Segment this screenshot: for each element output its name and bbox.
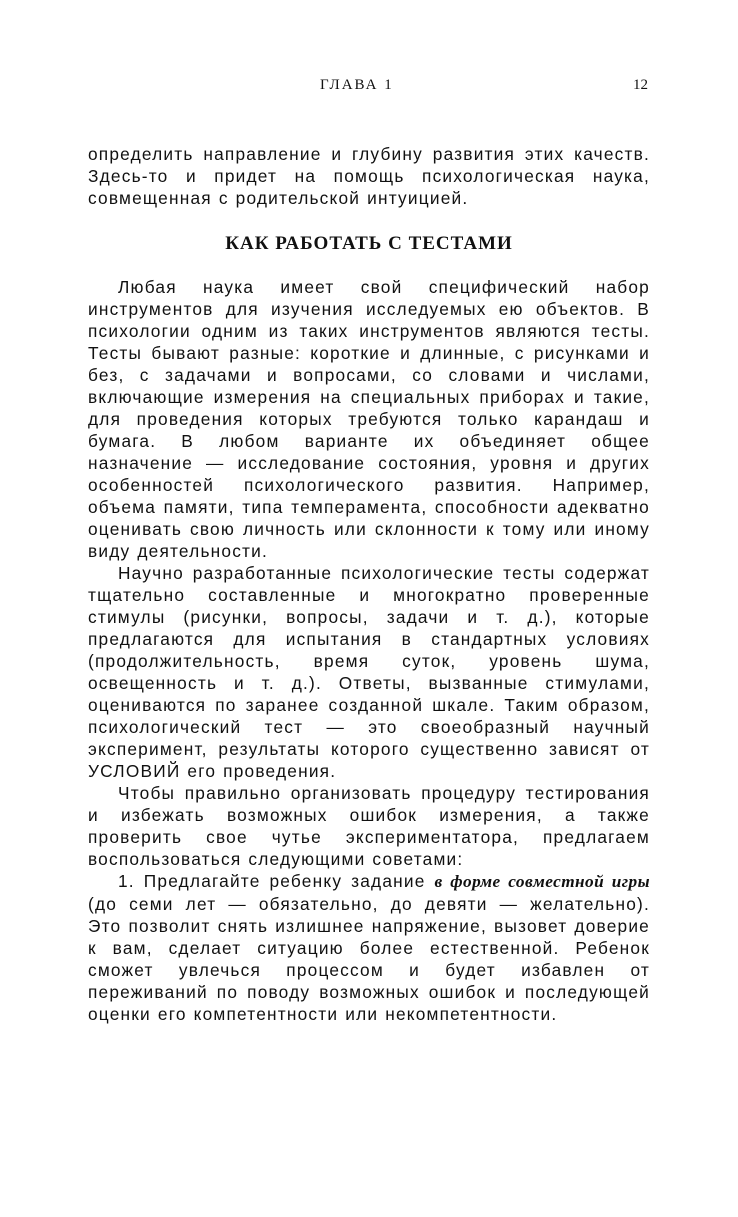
paragraph-tests-overview: Любая наука имеет свой специфический набор инструментов для изучения исследуемых ею объектов. В психологии одним из таких инструментов являются тесты. Тесты бывают разные: короткие и длинные, с рисунками и без, с задачами и вопросами, со словами и числами, включающие измерения на специальных приборах и такие, для проведения которых требуются только карандаш и бумага. В любом варианте их объединяет общее назначение — исследование состояния, уровня и других особенностей психологического развития. Например, объема памяти, типа темперамента, способности адекватно оценивать свою личность или склонности к тому или иному виду деятельности.: [88, 277, 650, 561]
tip-1-emphasis: в форме совместной игры: [434, 872, 650, 891]
section-body: [88, 276, 650, 1025]
tip-1-rest: (до семи лет — обязательно, до девяти — желательно). Это позволит снять излишнее напряжение, вызовет доверие к вам, сделает ситуацию более естественной. Ребенок сможет увлечься процессом и будет избавлен от переживаний по поводу возможных ошибок и последующей оценки его компетентности или некомпетентности.: [88, 894, 650, 1024]
running-head: ГЛАВА 1: [320, 77, 394, 93]
intro-paragraph: определить направление и глубину развития этих качеств. Здесь-то и придет на помощь психологическая наука, совмещенная с родительской интуицией.: [88, 144, 650, 208]
paragraph-tip-1: [88, 870, 650, 1025]
intro-text-block: [88, 143, 650, 209]
tip-1-lead: 1. Предлагайте ребенку задание: [118, 871, 435, 891]
page-number: 12: [633, 77, 648, 93]
paragraph-testing-advice: Чтобы правильно организовать процедуру тестирования и избежать возможных ошибок измерения, а также проверить свое чутье экспериментатора, предлагаем воспользоваться следующими советами:: [88, 783, 650, 869]
section-title: КАК РАБОТАТЬ С ТЕСТАМИ: [225, 233, 513, 254]
paragraph-test-stimuli: Научно разработанные психологические тесты содержат тщательно составленные и многократно проверенные стимулы (рисунки, вопросы, задачи и т. д.), которые предлагаются для испытания в стандартных условиях (продолжительность, время суток, уровень шума, освещенность и т. д.). Ответы, вызванные стимулами, оцениваются по заранее созданной шкале. Таким образом, психологический тест — это своеобразный научный эксперимент, результаты которого существенно зависят от УСЛОВИЙ его проведения.: [88, 563, 650, 781]
